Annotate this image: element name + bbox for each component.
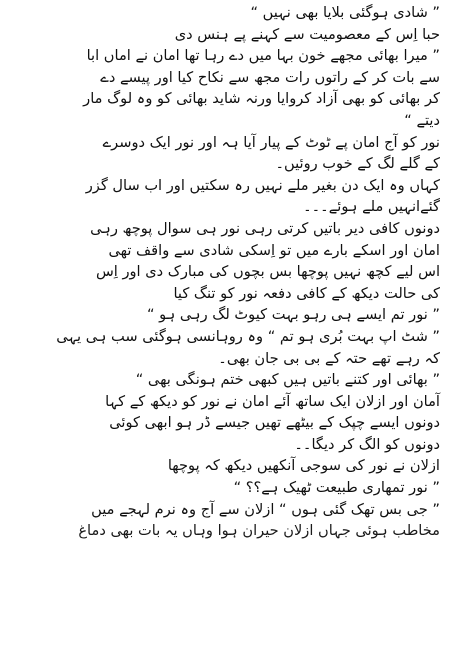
text-line: کر بھائی کو بھی آزاد کروایا ورنہ شاید بھائی کو وہ لوگ مار (83, 90, 440, 108)
text-line: دونوں ایسے چپک کے بیٹھے تھیں جیسے ڈر ہو ابھی کوئی (109, 414, 440, 432)
text-line: حبا اِس کے معصومیت سے کہنے پے ہنس دی (174, 25, 440, 43)
text-line: کہ رہے تھے حتہ کے بی بی جان بھی۔ (218, 349, 440, 367)
text-line: ” شٹ اپ بہت بُری ہو تم “ وہ روہانسی ہوگئی سب ہی یہی (56, 327, 440, 345)
text-line: ” نور تم ایسے ہی رہو بہت کیوٹ لگ رہی ہو “ (146, 306, 440, 324)
text-line: ازلان نے نور کی سوجی آنکھیں دیکھ کہ پوچھا (167, 457, 440, 475)
text-line: ” میرا بھائی مجھے خون بہا میں دے رہا تھا امان نے اماں ابا (86, 47, 440, 65)
text-line: گئےانہیں ملے ہوئے۔۔۔ (303, 198, 440, 216)
text-line: ” جی بس تھک گئی ہوں “ ازلان سے آج وہ نرم لہجے میں (91, 500, 440, 518)
text-line: نور کو آج امان پے ٹوٹ کے پیار آیا ہہ اور نور ایک دوسرے (102, 133, 440, 151)
text-line: کہاں وہ ایک دن بغیر ملے نہیں رہ سکتیں اور اب سال گزر (85, 176, 440, 194)
text-line: دونوں کو الگ کر دیگا۔۔ (294, 435, 440, 453)
text-line: مخاطب ہوئی جہاں ازلان حیران ہوا وہاں یہ بات بھی دماغ (78, 522, 440, 540)
text-line: ” نور تمھاری طبیعت ٹھیک ہے؟؟ “ (233, 479, 440, 497)
text-line: سے بات کر کے راتوں رات مجھ سے نکاح کیا اور پیسے دے (100, 68, 440, 86)
text-line: امان اور اسکے بارے میں تو اِسکی شادی سے واقف تھی (108, 241, 440, 259)
text-line: اس لیے کچھ نہیں پوچھا بس بچوں کی مبارک دی اور اِس (95, 263, 440, 281)
text-line: دیتے “ (404, 111, 440, 129)
text-line: کے گلے لگ کے خوب روئیں۔ (275, 155, 440, 173)
text-line: ” شادی ہوگئی بلایا بھی نہیں “ (250, 4, 440, 21)
text-line: کی حالت دیکھ کے کافی دفعہ نور کو تنگ کیا (173, 284, 440, 302)
text-line: ” بھائی اور کتنے باتیں ہیں کبھی ختم ہونگی بھی “ (135, 371, 440, 389)
text-line: دونوں کافی دیر باتیں کرتی رہی نور ہی سوال پوچھ رہی (90, 219, 440, 237)
text-line: آمان اور ازلان ایک ساتھ آئے امان نے نور کو دیکھ کے کہا (105, 392, 440, 410)
